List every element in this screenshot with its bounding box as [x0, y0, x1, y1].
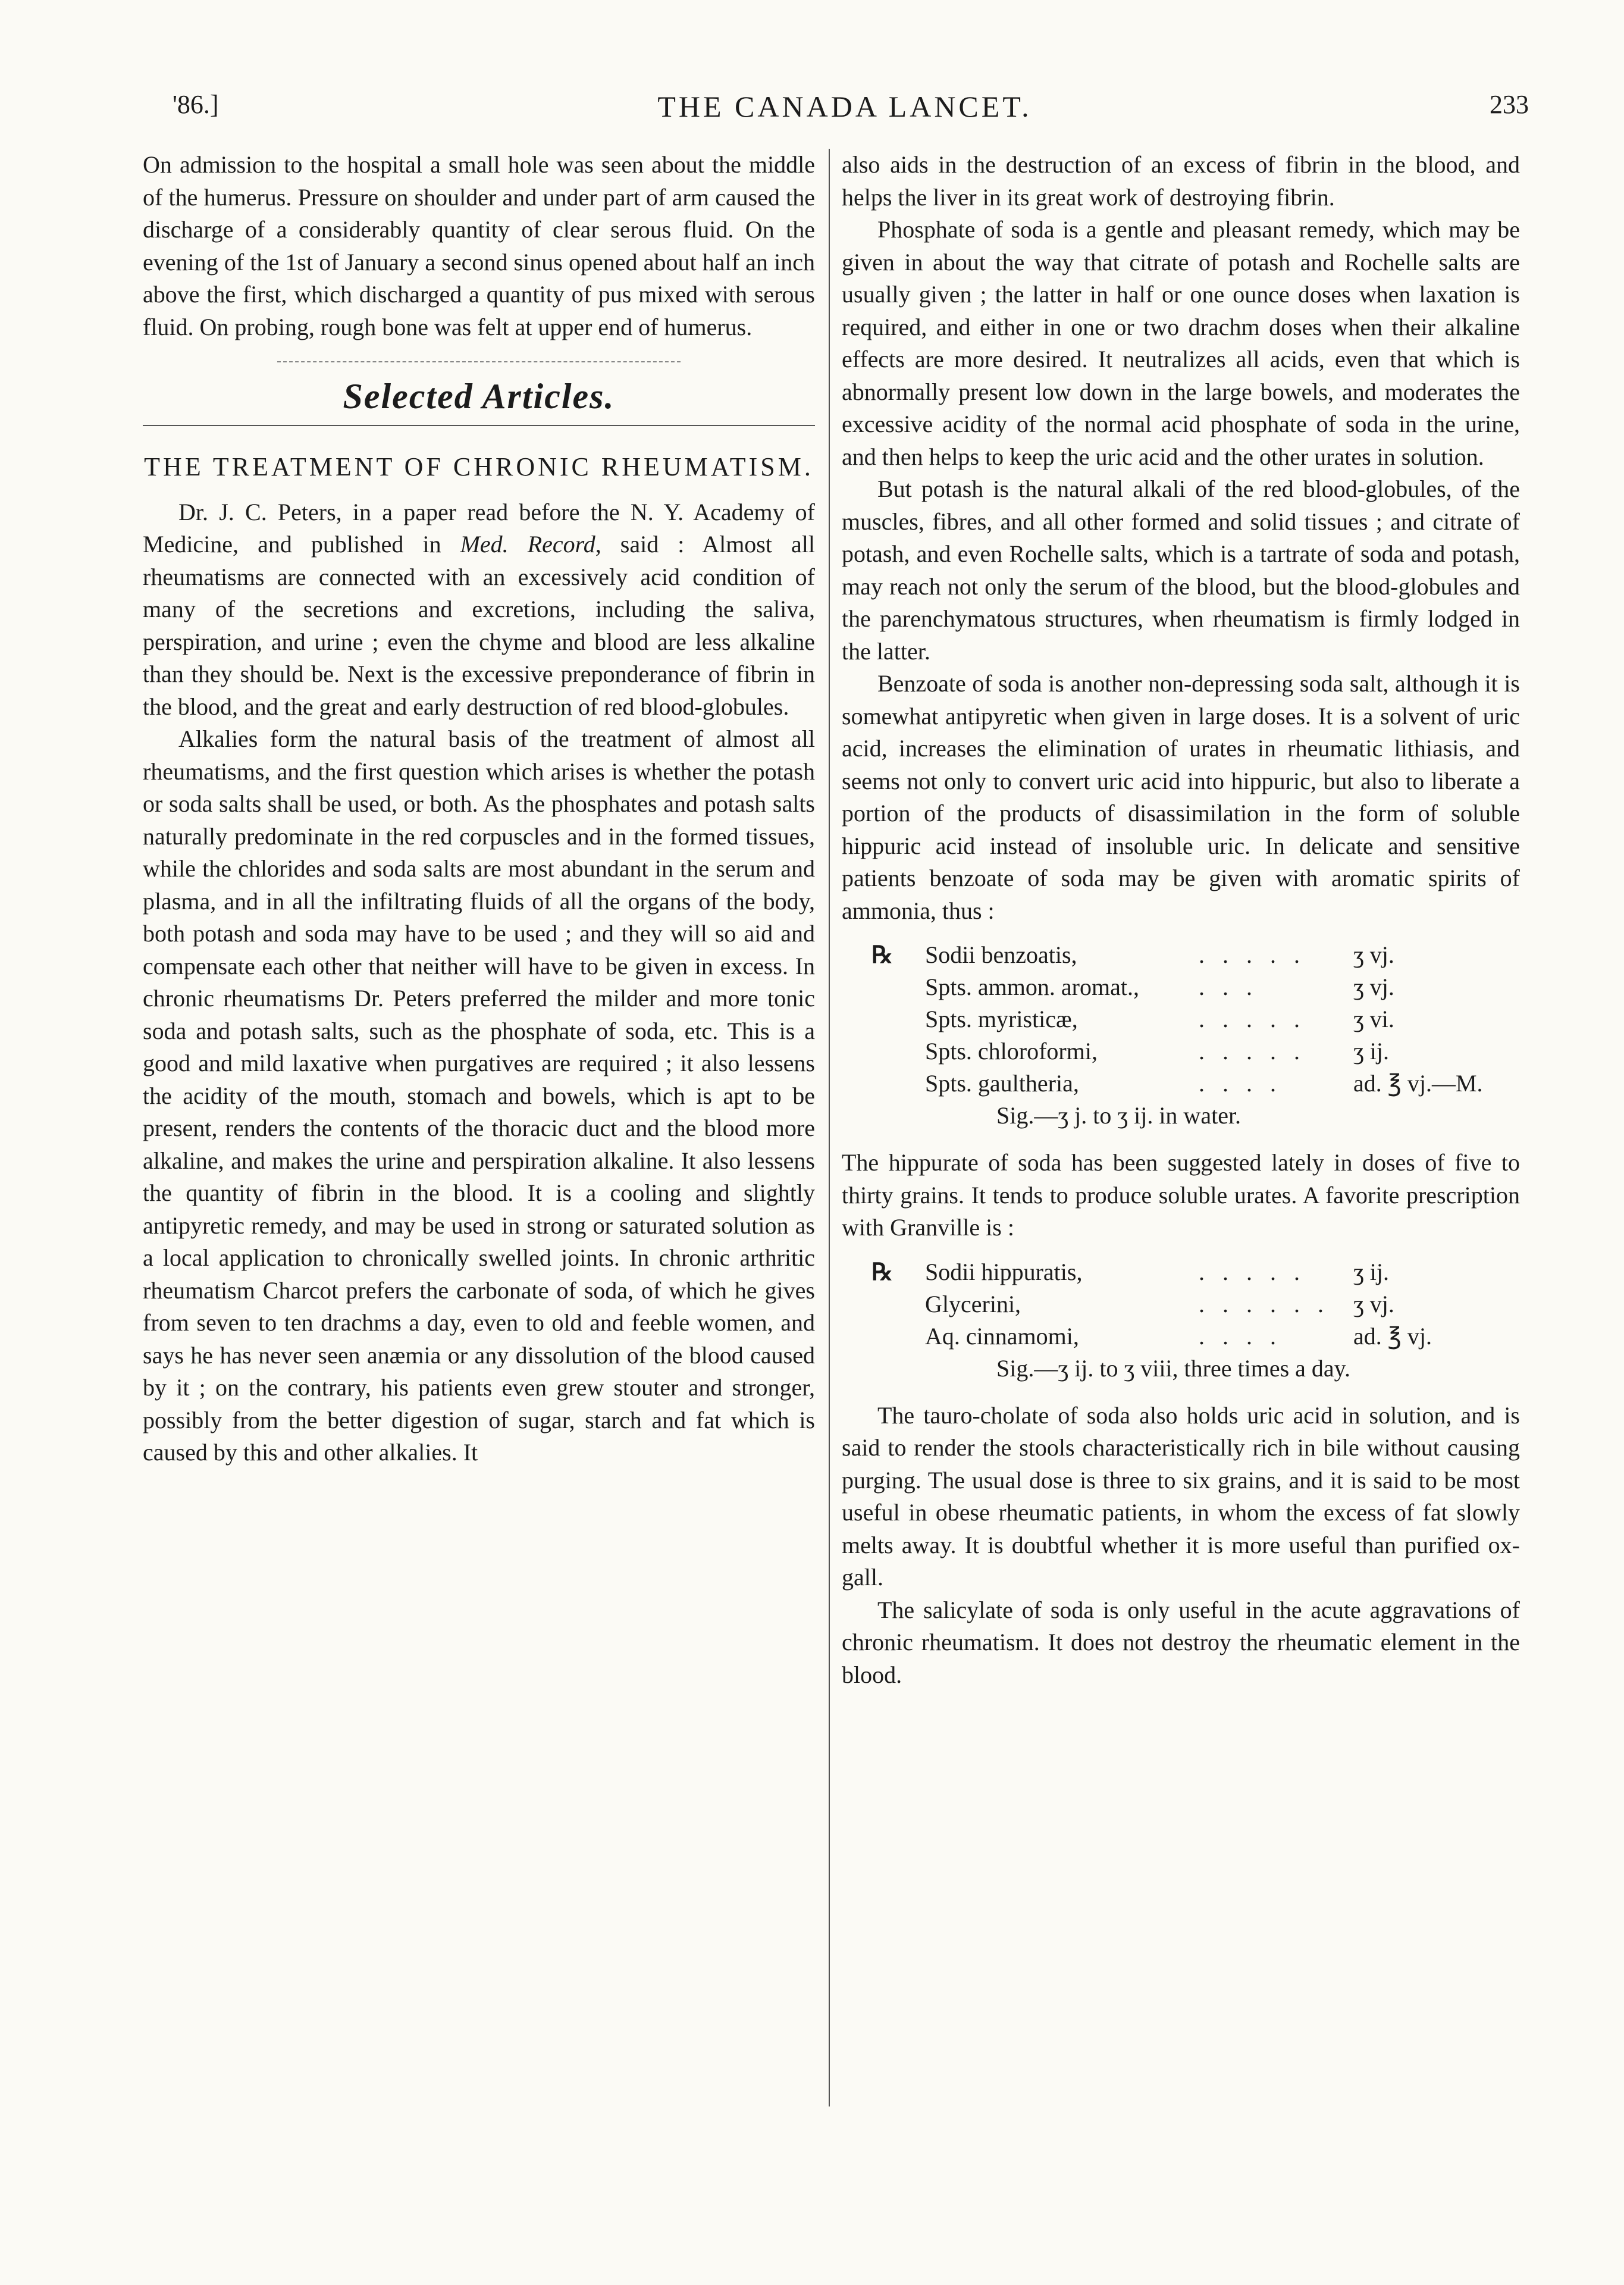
article-paragraph: also aids in the destruction of an excess of fibrin in the blood, and helps the liver in its great work of destroying fibrin.	[842, 151, 1520, 211]
ingredient-name: Spts. gaultheria,	[925, 1070, 1079, 1097]
ingredient-name: Glycerini,	[925, 1290, 1021, 1317]
prescription-hippurate	[842, 1256, 1520, 1385]
journal-name: Med. Record	[460, 531, 595, 558]
recipe-symbol: ℞	[871, 941, 893, 968]
ingredient-name: Spts. ammon. aromat.,	[925, 974, 1139, 1000]
ingredient-quantity: ad. ℥ vj.—M.	[1353, 1070, 1483, 1097]
prescription-row	[842, 1256, 1520, 1288]
article-paragraph: The hippurate of soda has been suggested lately in doses of five to thirty grains. It tends to produce soluble urates. A favorite prescription with Granville is :	[842, 1149, 1520, 1241]
ingredient-name: Aq. cinnamomi,	[925, 1322, 1079, 1350]
ingredient-quantity: ʒ vj.	[1353, 941, 1394, 968]
section-title: Selected Articles.	[343, 377, 615, 416]
article-paragraph: The salicylate of soda is only useful in the acute aggravations of chronic rheumatism. It does not destroy the rheumatic element in the blood.	[842, 1596, 1520, 1688]
leader-dots: . . .	[1199, 974, 1258, 1000]
prescription-row	[842, 1288, 1520, 1320]
header-year: '86.]	[173, 90, 219, 119]
leader-dots: . . . .	[1199, 1070, 1282, 1097]
column-divider	[829, 149, 830, 2106]
article-title: THE TREATMENT OF CHRONIC RHEUMATISM.	[144, 452, 814, 481]
ingredient-name: Spts. chloroformi,	[925, 1038, 1098, 1065]
ingredient-quantity: ʒ vj.	[1353, 1290, 1394, 1317]
recipe-symbol: ℞	[871, 1258, 893, 1285]
article-paragraph: The tauro-cholate of soda also holds uric acid in solution, and is said to render the stools characteristically rich in bile without causing purging. The usual dose is three to six grains, and it is said to be most useful in obese rheumatic patients, in whom the excess of fat slowly melts away. It is doubtful whether it is more useful than purified ox-gall.	[842, 1401, 1520, 1591]
leader-dots: . . . . .	[1199, 1006, 1306, 1032]
left-column	[143, 149, 815, 1469]
prescription-benzoate	[842, 939, 1520, 1132]
prescription-row	[842, 971, 1520, 1003]
prescription-row	[842, 1003, 1520, 1035]
ingredient-name: Sodii hippuratis,	[925, 1258, 1083, 1285]
leader-dots: . . . . .	[1199, 1038, 1306, 1065]
article-paragraph: But potash is the natural alkali of the red blood-globules, of the muscles, fibres, and all other formed and solid tissues ; and citrate of potash, and even Rochelle salts, which is a tartrate of soda and potash, may reach not only the serum of the blood, but the blood-globules and the parenchymatous structures, when rheumatism is firmly lodged in the latter.	[842, 475, 1520, 665]
ingredient-name: Spts. myristicæ,	[925, 1006, 1078, 1032]
leader-dots: . . . . . .	[1199, 1290, 1330, 1317]
section-separator	[277, 361, 681, 362]
article-paragraph: Alkalies form the natural basis of the treatment of almost all rheumatisms, and the first question which arises is whether the potash or soda salts shall be used, or both. As the phosphates and potash salts naturally predominate in the red corpuscles and in the formed tissues, while the chlorides and soda salts are most abundant in the serum and plasma, and in all the infiltrating fluids of all the organs of the body, both potash and soda may have to be used ; and they will so aid and compensate each other that neither will have to be given in excess. In chronic rheumatisms Dr. Peters preferred the milder and more tonic soda and potash salts, such as the phosphate of soda, etc. This is a good and mild laxative when purgatives are required ; it also lessens the acidity of the mouth, stomach and bowels, which is apt to be present, renders the contents of the thoracic duct and the blood more alkaline, and makes the urine and perspiration alkaline. It also lessens the quantity of fibrin in the blood. It is a cooling and slightly antipyretic remedy, and may be used in strong or saturated solution as a local application to chronically swelled joints. In chronic arthritic rheumatism Charcot prefers the carbonate of soda, of which he gives from seven to ten drachms a day, even to old and feeble women, and says he has never seen anæmia or any dissolution of the blood caused by it ; on the contrary, his patients even grew stouter and stronger, possibly from the better digestion of sugar, starch and fat which is caused by this and other alkalies. It	[143, 725, 815, 1466]
ingredient-quantity: ʒ ij.	[1353, 1258, 1389, 1285]
article-paragraph: Benzoate of soda is another non-depressing soda salt, although it is somewhat antipyretic when given in large doses. It is a solvent of uric acid, increases the elimination of urates in rheumatic lithiasis, and seems not only to convert uric acid into hippuric, but also to liberate a portion of the products of disassimilation in the form of soluble hippuric acid instead of insoluble uric. In delicate and sensitive patients benzoate of soda may be given with aromatic spirits of ammonia, thus :	[842, 670, 1520, 924]
case-report-continuation: On admission to the hospital a small hole was seen about the middle of the humerus. Pressure on shoulder and under part of arm caused the discharge of a considerably quantity of clear serous fluid. On the evening of the 1st of January a second sinus opened about half an inch above the first, which discharged a quantity of pus mixed with serous fluid. On probing, rough bone was felt at upper end of humerus.	[143, 151, 815, 340]
page-number: 233	[1490, 90, 1529, 119]
journal-title: THE CANADA LANCET.	[657, 90, 1032, 123]
prescription-signa: Sig.—ʒ ij. to ʒ viii, three times a day.	[996, 1354, 1351, 1382]
running-header	[161, 89, 1529, 137]
leader-dots: . . . .	[1199, 1322, 1282, 1350]
paragraph-text: Dr. J. C. Peters, in a paper read before the N. Y. Academy of Medicine, and published in	[143, 498, 815, 558]
prescription-signa: Sig.—ʒ j. to ʒ ij. in water.	[996, 1102, 1241, 1129]
ingredient-quantity: ʒ vi.	[1353, 1006, 1394, 1032]
ingredient-name: Sodii benzoatis,	[925, 941, 1077, 968]
ingredient-quantity: ʒ ij.	[1353, 1038, 1389, 1065]
prescription-row	[842, 1035, 1520, 1068]
prescription-row	[842, 939, 1520, 971]
section-rule	[143, 425, 815, 426]
right-column	[842, 149, 1520, 1691]
leader-dots: . . . . .	[1199, 941, 1306, 968]
paragraph-text: , said : Almost all rheumatisms are connected with an excessively acid condition of many of the secretions and excretions, including the saliva, perspiration, and urine ; even the chyme and blood are less alkaline than they should be. Next is the excessive preponderance of fibrin in the blood, and the great and early destruction of red blood-globules.	[143, 531, 815, 720]
prescription-row	[842, 1320, 1520, 1353]
ingredient-quantity: ʒ vj.	[1353, 974, 1394, 1000]
article-paragraph	[143, 496, 815, 724]
prescription-row	[842, 1068, 1520, 1100]
leader-dots: . . . . .	[1199, 1258, 1306, 1285]
ingredient-quantity: ad. ℥ vj.	[1353, 1322, 1432, 1350]
article-paragraph: Phosphate of soda is a gentle and pleasant remedy, which may be given in about the way that citrate of potash and Rochelle salts are usually given ; the latter in half or one ounce doses when laxation is required, and either in one or two drachm doses when their alkaline effects are more desired. It neutralizes all acids, even that which is abnormally present low down in the large bowels, and moderates the excessive acidity of the normal acid phosphate of soda in the urine, and then helps to keep the uric acid and the other urates in solution.	[842, 216, 1520, 470]
